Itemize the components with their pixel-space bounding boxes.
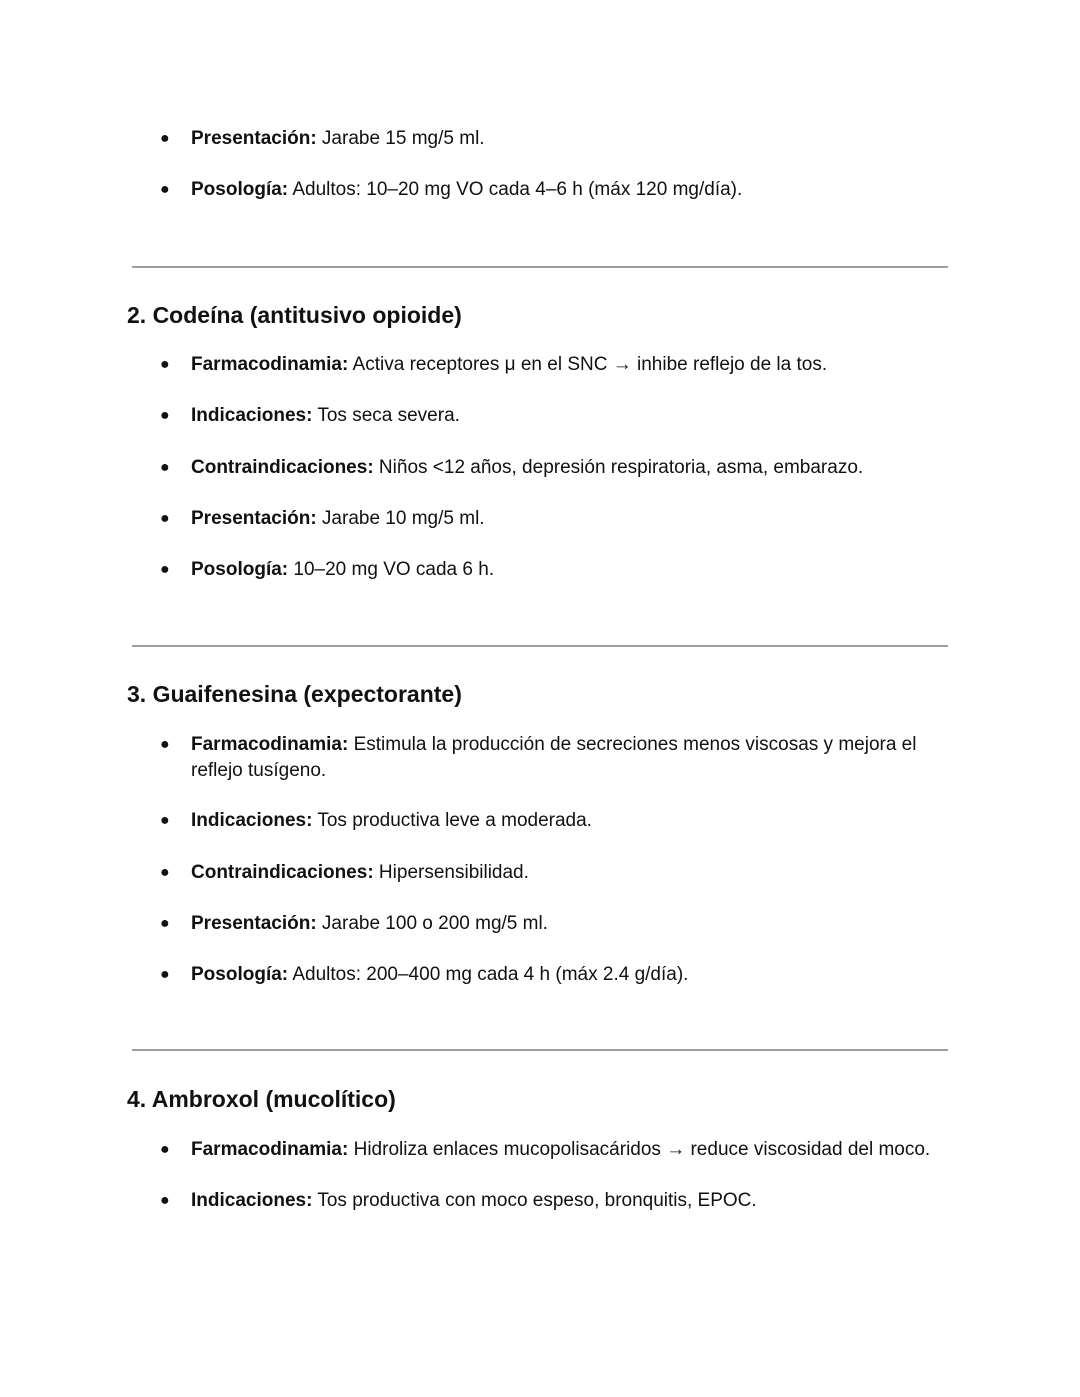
- bullet-icon: ●: [160, 407, 170, 424]
- item-label: Posología:: [191, 559, 289, 580]
- item-text: 10–20 mg VO cada 6 h.: [288, 559, 495, 580]
- bullet-icon: ●: [160, 510, 170, 527]
- bullet-icon: ●: [160, 864, 170, 881]
- list-item: [160, 732, 950, 784]
- item-label: Indicaciones:: [191, 405, 313, 426]
- item-text: Estimula la producción de secreciones menos viscosas y mejora el reflejo tusígeno.: [191, 734, 917, 781]
- item-label: Farmacodinamia:: [191, 1139, 349, 1160]
- bullet-icon: ●: [160, 1192, 170, 1209]
- item-label: Contraindicaciones:: [191, 862, 374, 883]
- item-label: Posología:: [191, 964, 289, 985]
- list-item: [160, 860, 950, 886]
- list-item: [160, 1188, 950, 1214]
- item-label: Farmacodinamia:: [191, 354, 349, 375]
- item-text: Tos productiva con moco espeso, bronquitis, EPOC.: [312, 1190, 757, 1211]
- horizontal-divider: [132, 645, 948, 647]
- item-label: Indicaciones:: [191, 1190, 313, 1211]
- list-item: [160, 557, 950, 583]
- item-label: Presentación:: [191, 128, 317, 149]
- bullet-icon: ●: [160, 966, 170, 983]
- list-item: [160, 352, 950, 378]
- item-text: Adultos: 10–20 mg VO cada 4–6 h (máx 120 mg/día).: [288, 179, 743, 200]
- item-text: Jarabe 15 mg/5 ml.: [316, 128, 485, 149]
- horizontal-divider: [132, 266, 948, 268]
- item-text: Hipersensibilidad.: [373, 862, 529, 883]
- item-text: Adultos: 200–400 mg cada 4 h (máx 2.4 g/día).: [288, 964, 689, 985]
- section-heading-codeina: 2. Codeína (antitusivo opioide): [127, 302, 462, 328]
- item-label: Indicaciones:: [191, 810, 313, 831]
- horizontal-divider: [132, 1049, 948, 1051]
- bullet-icon: ●: [160, 736, 170, 753]
- item-label: Presentación:: [191, 508, 317, 529]
- item-text: Hidroliza enlaces mucopolisacáridos → reduce viscosidad del moco.: [348, 1139, 931, 1160]
- list-item: [160, 1137, 950, 1163]
- list-item: [160, 403, 950, 429]
- item-text: Niños <12 años, depresión respiratoria, asma, embarazo.: [373, 457, 864, 478]
- bullet-icon: ●: [160, 812, 170, 829]
- item-text: Tos seca severa.: [312, 405, 460, 426]
- item-text: Tos productiva leve a moderada.: [312, 810, 592, 831]
- list-item: [160, 126, 950, 152]
- item-label: Presentación:: [191, 913, 317, 934]
- section-heading-ambroxol: 4. Ambroxol (mucolítico): [127, 1086, 396, 1112]
- bullet-icon: ●: [160, 130, 170, 147]
- item-text: Jarabe 10 mg/5 ml.: [316, 508, 485, 529]
- list-item: [160, 911, 950, 937]
- bullet-icon: ●: [160, 1141, 170, 1158]
- bullet-icon: ●: [160, 459, 170, 476]
- list-item: [160, 962, 950, 988]
- bullet-icon: ●: [160, 915, 170, 932]
- section-heading-guaifenesina: 3. Guaifenesina (expectorante): [127, 681, 462, 707]
- item-label: Posología:: [191, 179, 289, 200]
- bullet-icon: ●: [160, 181, 170, 198]
- item-label: Farmacodinamia:: [191, 734, 349, 755]
- bullet-icon: ●: [160, 561, 170, 578]
- bullet-icon: ●: [160, 356, 170, 373]
- list-item: [160, 177, 950, 203]
- list-item: [160, 455, 950, 481]
- item-label: Contraindicaciones:: [191, 457, 374, 478]
- list-item: [160, 506, 950, 532]
- item-text: Jarabe 100 o 200 mg/5 ml.: [316, 913, 548, 934]
- list-item: [160, 808, 950, 834]
- item-text: Activa receptores μ en el SNC → inhibe reflejo de la tos.: [348, 354, 828, 375]
